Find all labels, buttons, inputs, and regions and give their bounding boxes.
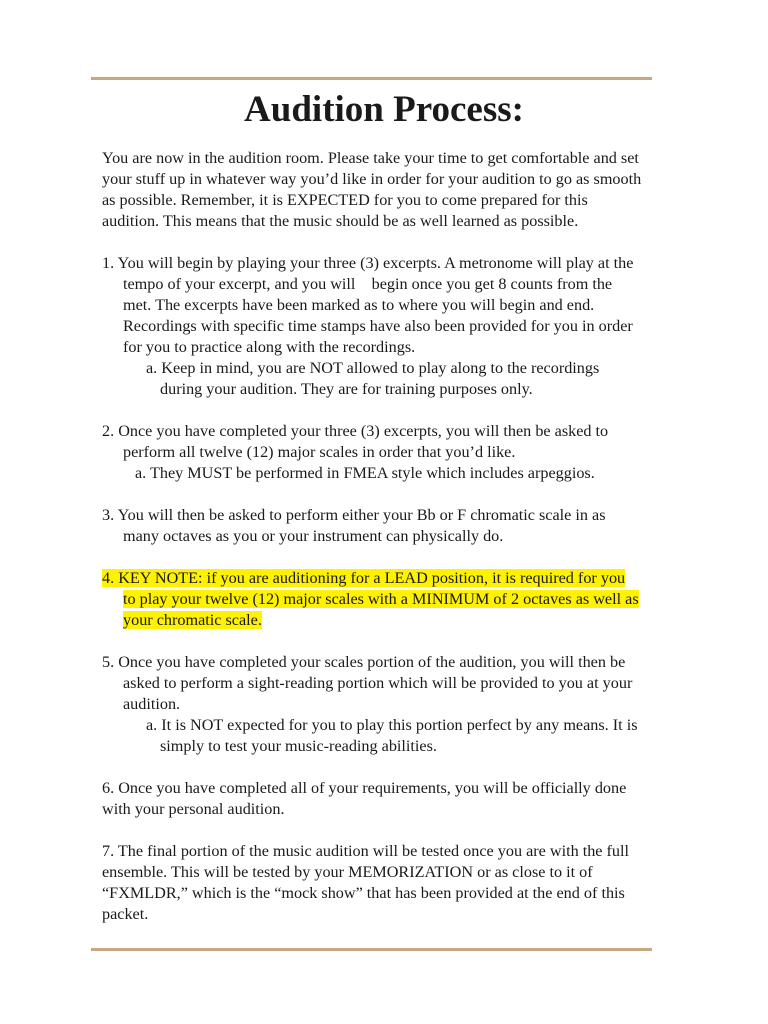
item-line: Recordings with specific time stamps have also been provided for you in order (123, 317, 633, 335)
bottom-divider (91, 948, 652, 951)
list-item-2 (102, 421, 672, 484)
intro-line: You are now in the audition room. Please take your time to get comfortable and set (102, 149, 639, 167)
item-line: 5. Once you have completed your scales portion of the audition, you will then be (102, 653, 626, 671)
highlighted-text: 4. KEY NOTE: if you are auditioning for a LEAD position, it is required for you (102, 569, 626, 587)
sub-item-line: a. They MUST be performed in FMEA style which includes arpeggios. (135, 464, 595, 482)
sub-item-a (102, 358, 672, 400)
item-line: with your personal audition. (102, 800, 285, 818)
item-line: perform all twelve (12) major scales in order that you’d like. (123, 443, 516, 461)
list-item-3 (102, 505, 672, 547)
list-item-5 (102, 652, 672, 757)
item-line: packet. (102, 905, 149, 923)
item-line: many octaves as you or your instrument can physically do. (123, 527, 504, 545)
item-line (102, 568, 672, 589)
sub-item-line: a. Keep in mind, you are NOT allowed to play along to the recordings (146, 359, 600, 377)
highlighted-text: to play your twelve (12) major scales with a MINIMUM of 2 octaves as well as (123, 590, 639, 608)
list-item-7 (102, 841, 672, 925)
item-line (102, 589, 672, 610)
sub-item-line: a. It is NOT expected for you to play this portion perfect by any means. It is (146, 716, 638, 734)
highlighted-text: your chromatic scale. (123, 611, 262, 629)
item-line: “FXMLDR,” which is the “mock show” that has been provided at the end of this (102, 884, 625, 902)
list-item-1 (102, 253, 672, 400)
item-line: 3. You will then be asked to perform either your Bb or F chromatic scale in as (102, 506, 606, 524)
sub-item-a (102, 463, 672, 484)
intro-paragraph (102, 148, 672, 232)
item-line (102, 610, 672, 631)
item-line: asked to perform a sight-reading portion which will be provided to you at your (123, 674, 633, 692)
sub-item-line: during your audition. They are for training purposes only. (160, 380, 533, 398)
item-line: ensemble. This will be tested by your MEMORIZATION or as close to it of (102, 863, 593, 881)
item-line: 7. The final portion of the music audition will be tested once you are with the full (102, 842, 630, 860)
item-line: for you to practice along with the recordings. (123, 338, 416, 356)
document-body (102, 148, 672, 946)
item-line: met. The excerpts have been marked as to where you will begin and end. (123, 296, 595, 314)
sub-item-line: simply to test your music-reading abilities. (160, 737, 437, 755)
list-item-6 (102, 778, 672, 820)
intro-line: audition. This means that the music should be as well learned as possible. (102, 212, 579, 230)
intro-line: as possible. Remember, it is EXPECTED for you to come prepared for this (102, 191, 588, 209)
intro-line: your stuff up in whatever way you’d like in order for your audition to go as smooth (102, 170, 642, 188)
list-item-4-key-note (102, 568, 672, 631)
item-line: 6. Once you have completed all of your requirements, you will be officially done (102, 779, 627, 797)
sub-item-a (102, 715, 672, 757)
item-line: tempo of your excerpt, and you will begin once you get 8 counts from the (123, 275, 613, 293)
page-title: Audition Process: (244, 89, 524, 130)
item-line: 2. Once you have completed your three (3) excerpts, you will then be asked to (102, 422, 609, 440)
item-line: 1. You will begin by playing your three (3) excerpts. A metronome will play at the (102, 254, 634, 272)
item-line: audition. (123, 695, 181, 713)
top-divider (91, 77, 652, 80)
